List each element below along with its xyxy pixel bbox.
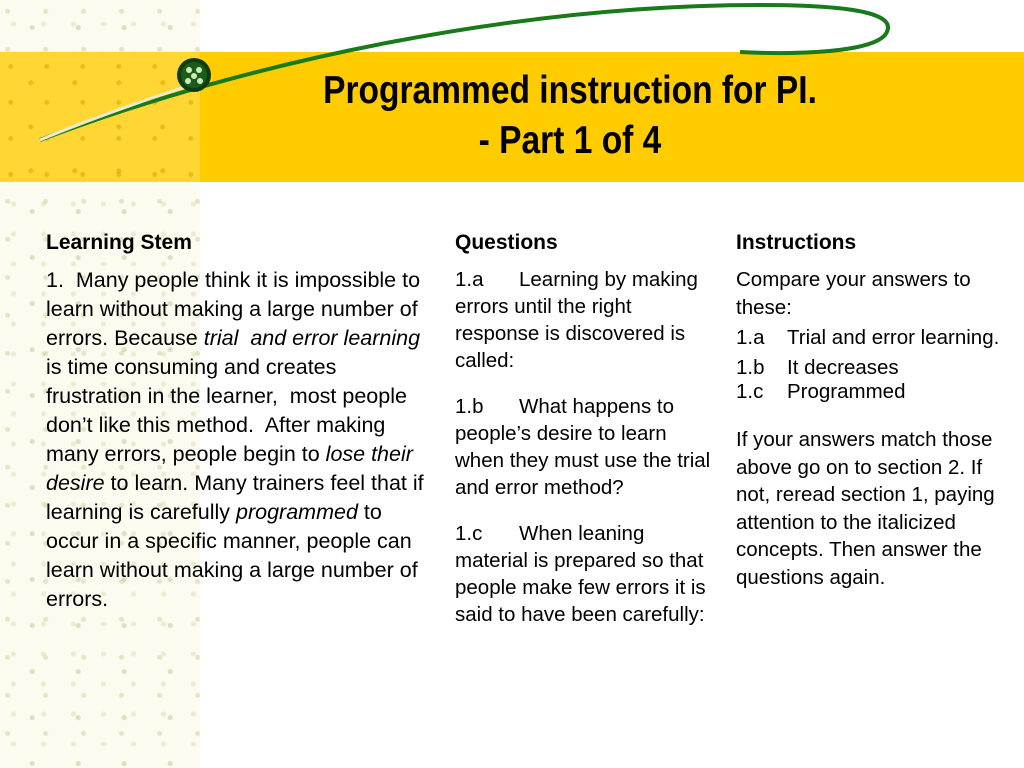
answer-text: Programmed	[787, 380, 906, 403]
instructions-closing: If your answers match those above go on to section 2. If not, reread section 1, paying attention to the italicized concepts. Then answer the questions again.	[736, 428, 995, 589]
slide-title	[269, 66, 871, 166]
question-item	[455, 520, 715, 628]
question-number: 1.a	[455, 268, 484, 291]
stem-text-1: 1. Many people think it is impossible to learn without making a large number of errors. Because	[46, 268, 427, 350]
question-text: Learning by making errors until the right response is discovered is called:	[455, 268, 698, 372]
answer-number: 1.b	[736, 356, 765, 379]
instructions-column	[736, 228, 1006, 591]
stem-text-2: is time consuming and creates frustration in the learner, most people don’t like this method. After making many errors, people begin to	[46, 326, 427, 466]
question-number: 1.c	[455, 522, 483, 545]
answer-item	[736, 356, 1006, 380]
answer-number: 1.a	[736, 326, 765, 349]
stem-italic-lose-desire: lose their desire	[46, 442, 419, 495]
answer-item	[736, 380, 1006, 404]
question-item	[455, 266, 715, 374]
answer-item	[736, 324, 1006, 352]
stem-italic-programmed: programmed	[236, 500, 358, 524]
question-text: What happens to people’s desire to learn when they must use the trial and error method?	[455, 395, 711, 499]
learning-stem-paragraph	[46, 266, 431, 614]
stem-text-4: to occur in a specific manner, people can learn without making a large number of errors.	[46, 500, 424, 611]
title-line-2: - Part 1 of 4	[478, 119, 662, 162]
learning-stem-column	[46, 228, 431, 614]
questions-column	[455, 228, 715, 647]
instructions-heading: Instructions	[736, 231, 857, 254]
answer-text: Trial and error learning.	[787, 326, 1000, 349]
question-text: When leaning material is prepared so that people make few errors it is said to have been carefully:	[455, 522, 706, 626]
questions-heading: Questions	[455, 231, 558, 254]
answer-number: 1.c	[736, 380, 764, 403]
title-line-1: Programmed instruction for PI.	[323, 69, 817, 112]
stem-italic-trial-error: trial and error learning	[203, 326, 421, 350]
question-number: 1.b	[455, 395, 484, 418]
question-item	[455, 393, 715, 501]
answer-text: It decreases	[787, 356, 899, 379]
learning-stem-heading: Learning Stem	[46, 231, 192, 254]
instructions-intro: Compare your answers to these:	[736, 268, 971, 319]
stem-text-3: to learn. Many trainers feel that if learning is carefully	[46, 471, 430, 524]
title-band-texture	[0, 52, 200, 182]
